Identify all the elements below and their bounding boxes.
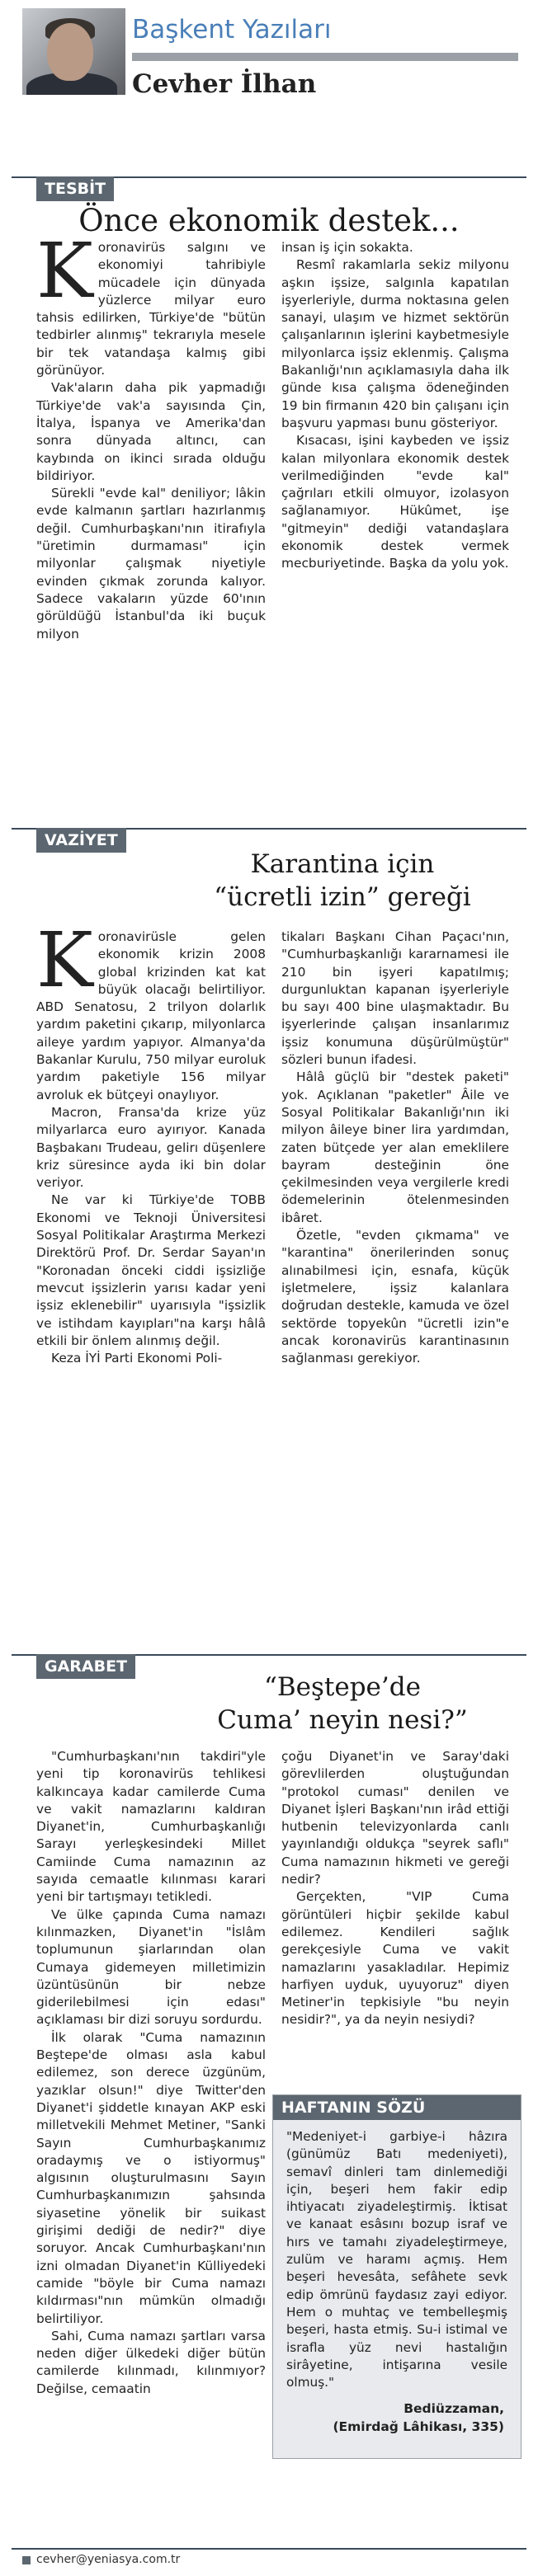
paragraph: tikaları Başkanı Cihan Paçacı'nın, "Cumhurbaşkanlığı kararnamesi ile 210 bin işyeri kapatılmış; durgunluktan kapanan işyerleriyle bu sayı 400 bine ulaşmaktadır. Bu işyerlerinde çalışan insanlarımız işsiz konumuna düşürülmüştür" sözleri bunun ifadesi. (281, 929, 509, 1068)
author-photo (22, 8, 125, 95)
paragraph: Resmî rakamlarla sekiz milyonu aşkın işsize, salgınla kapatılan işyerleriyle, durma noktasına gelen sanayi, ulaşım ve hizmet sektörün çalışanlarının işlerini kaybetmesiyle milyonlarca işsiz eklenmiş. Çalışma Bakanlığı'nın açıklamasıyla daha ilk günde kısa çalışma ödeneğinden 19 bin firmanın 420 bin çalışanı için başvuru yapması bunu gösteriyor. (281, 257, 509, 430)
quote-box-title: HAFTANIN SÖZÜ (273, 2095, 521, 2120)
headline-line: “ücretli izin” gereği (214, 882, 471, 912)
paragraph: Kısacası, işini kaybeden ve işsiz kalan milyonlara ekonomik destek verilmediğinden "evde kal" çağrıları etkili olmuyor, izolasyon sağlanamıyor. Hükûmet, işe "gitmeyin" dediği vatandaşlara ekonomik destek vermek mecburiyetinde. Başka da yolu yok. (281, 433, 509, 571)
paragraph: Sahi, Cuma namazı şartları varsa neden diğer ülkedeki diğer bütün camilerde kılınmadı, kılınmıyor? Değilse, cemaatin (36, 2328, 266, 2396)
article-column-right (281, 239, 509, 808)
article-tag: TESBİT (36, 176, 114, 201)
paragraph: İlk olarak "Cuma namazının Beştepe'de olması asla kabul edilemez, son derece üzgünüm, yazıklar olsun!" diye Twitter'den Diyanet'i şiddetle kınayan AKP eski milletvekili Mehmet Metiner, "Sanki Sayın Cumhurbaşkanımız oradaymış ve o istiyormuş" algısının oluşturulmasını Sayın Cumhurbaşkanımızın şahsında siyasetine yönelik bir suikast girişimi dediği de nedir?" diye soruyor. Ancak Cumhurbaşkanı'nın izni olmadan Diyanet'in Külliyedeki camide "böyle bir Cuma namazı kıldırması"nın mümkün olmadığı belirtiliyor. (36, 2029, 266, 2326)
headline-line: “Beştepe’de (264, 1672, 421, 1702)
article-column-left (36, 916, 266, 1629)
article-column-left (36, 227, 266, 808)
paragraph: Hâlâ güçlü bir "destek paketi" yok. Açıklanan "paketler" Âile ve Sosyal Politikalar Bakanlığı'nın iki milyon âileye biner lira yardımdan, zaten bütçede yer alan emeklilere bayram desteğinin öne çekilmesinden veya vergilerle kredi ödemelerinin ötelenmesinden ibâret. (281, 1069, 509, 1225)
article-column-left (36, 1748, 266, 2540)
article-headline (165, 848, 520, 914)
paragraph: "Cumhurbaşkanı'nın takdiri"yle yeni tip koronavirüs tehlikesi kalkıncaya kadar camilerde Cuma ve vakit namazlarını kaldıran Diyanet'in, Cumhurbaşkanlığı Sarayı yerleşkesindeki Millet Camiinde Cuma namazının az sayıda cemaatle kılınması karari yeni bir tartışmayı tetikledi. (36, 1749, 266, 1905)
paragraph: Ve ülke çapında Cuma namazı kılınmazken, Diyanet'in "İslâm toplumunun şiarlarından olan Cumaya gidemeyen milletimizin üzüntüsünün bir nebze giderilebilmesi için edası" açıklaması bir dizi soruyu sordurdu. (36, 1906, 266, 2028)
drop-cap: K (36, 916, 93, 1004)
paragraph: Ne var ki Türkiye'de TOBB Ekonomi ve Teknoji Üniversitesi Sosyal Politikalar Araştırma Merkezi Direktörü Prof. Dr. Serdar Sayan'ın "Koronadan önceki ciddi işsizliğe mevcut işsizlerin yarısı kadar yeni işsiz eklenebilir" uyarısıyla "işsizlik ve istihdam kayıpları"na karşı hâlâ etkili bir önlem alınmış değil. (36, 1192, 266, 1348)
paragraph: oronavirüs salgını ve ekonomiyi tahribiyle mücadele için dünyada yüzlerce milyar euro tahsis edilirken, Türkiye'de "bütün tedbirler alınmış" tekrarıyla mesele bir tek vatandaşa kalmış gibi görünüyor. (36, 240, 266, 378)
paragraph: Vak'aların daha pik yapmadığı Türkiye'de vak'a sayısında Çin, İtalya, İspanya ve Amerika'dan sonra dünyada altıncı, can kaybında on ikinci sırada olduğu bildiriyor. (36, 380, 266, 483)
drop-cap: K (36, 227, 93, 315)
quote-source: (Emirdağ Lâhikası, 335) (333, 2419, 504, 2435)
paragraph: Sürekli "evde kal" deniliyor; lâkin evde kalmanın şartları hazırlanmış değil. Cumhurbaşkanı'nın itirafıyla "üretimin durmaması" için milyonlar çalışmak niyetiyle evinden çıkmak zorunda kalıyor. Sadece vakaların yüzde 60'ının görüldüğü İstanbul'da iki buçuk milyon (36, 486, 266, 642)
paragraph: Özetle, "evden çıkmama" ve "karantina" önerilerinden sonuç alınabilmesi için, esnafa, küçük işletmelere, işsiz kalanlara doğrudan destekle, kamuda ve özel sektörde topyekûn "ücretli izin"e ancak koronavirüs karantinasının sağlanması gerekiyor. (281, 1228, 509, 1366)
paragraph: Keza İYİ Parti Ekonomi Poli- (51, 1351, 223, 1366)
article-column-right (281, 928, 509, 1629)
paragraph: çoğu Diyanet'in ve Saray'daki görevlilerden oluştuğundan "protokol cuması" denilen ve Diyanet İşleri Başkanı'nın irâd ettiği hutbenin televizyonlarda canlı yayınlandığı oldukça "seyrek saflı" Cuma namazının hikmeti ve gereği nedir? (281, 1749, 509, 1887)
article-tag: VAZİYET (36, 828, 126, 853)
headline-line: Cuma’ neyin nesi?” (217, 1705, 468, 1735)
masthead-bar (132, 53, 518, 61)
quote-author: Bediüzzaman, (404, 2401, 504, 2417)
article-headline (165, 1671, 520, 1737)
paragraph: Macron, Fransa'da krize yüz milyarlarca euro ayırıyor. Kanada Başbakanı Trudeau, gelirı düşenlere kriz süresince ayda iki bin dolar veriyor. (36, 1104, 266, 1191)
paragraph: Gerçekten, "VIP Cuma görüntüleri hiçbir şekilde kabul edilemez. Kendileri sağlık gerekçesiyle Cuma ve vakit namazlarını yasakladılar. Hepimiz harfiyen uyduk, uyuyoruz" diyen Metiner'in tepkisiyle "bu neyin nesidir?", ya da neyin nesiydi? (281, 1889, 509, 2028)
author-name: Cevher İlhan (132, 69, 317, 99)
paragraph: insan iş için sokakta. (281, 240, 413, 255)
headline-line: Karantina için (250, 849, 435, 879)
article-column-right (281, 1748, 509, 2078)
paragraph: oronavirüsle gelen ekonomik krizin 2008 global krizinden kat kat büyük olacağı belirtiliyor. ABD Senatosu, 2 trilyon dolarlık yardım paketini çıkarıp, milyonlarca aileye yardım yapıyor. Almanya'da Bakanlar Kurulu, 750 milyar euroluk yardım paketiyle 156 milyar avroluk ek bütçeyi onaylıyor. (36, 929, 266, 1102)
quote-box (272, 2094, 521, 2459)
footer-email[interactable]: cevher@yeniasya.com.tr (36, 2553, 181, 2566)
section-title: Başkent Yazıları (132, 15, 332, 45)
footer-marker (22, 2556, 31, 2564)
article-headline: Önce ekonomik destek... (78, 203, 460, 238)
quote-text: "Medeniyet-i garbiye-i hâzıra (günümüz Batı medeniyeti), semavî dinleri tam dinlemediği için, beşeri hem fakir edip ihtiyacatı ziyadeleştirmiş. İktisat ve kanaat esâsını bozup israf ve hırs ve tamahı ziyadeleştirmeye, zulüm ve haramı açmış. Hem beşeri hevesâta, sefâhete sevk edip ömrünü faydasız zayi ediyor. Hem o muhtaç ve tembelleşmiş beşeri, hasta etmiş. Su-i istimal ve israfla yüz nevi hastalığın sirâyetine, intişarına vesile olmuş." (286, 2129, 507, 2390)
footer-divider (12, 2548, 526, 2550)
article-tag: GARABET (36, 1654, 135, 1679)
